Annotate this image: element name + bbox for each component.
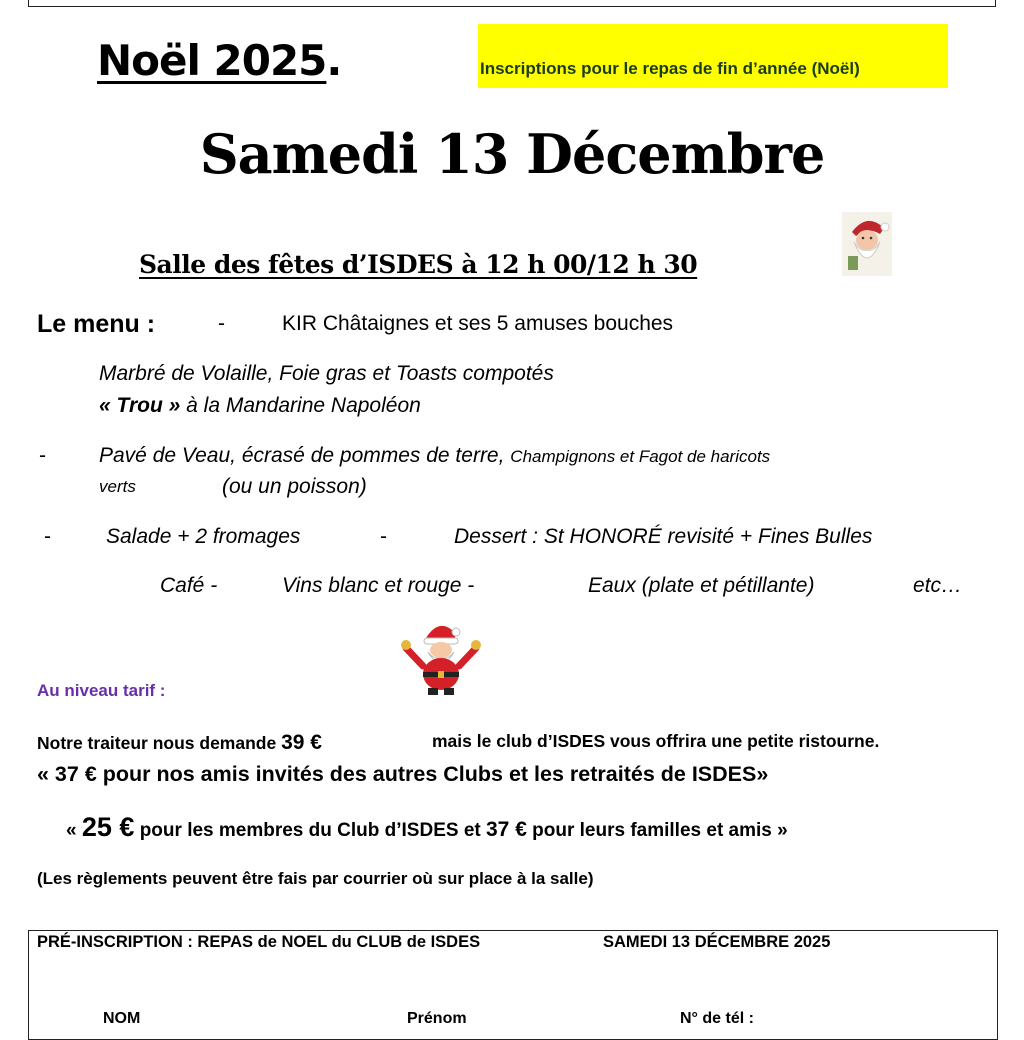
menu-dash: - — [218, 312, 225, 335]
santa-portrait-icon — [842, 212, 892, 276]
menu-wines: Vins blanc et rouge - — [282, 574, 475, 597]
form-date: SAMEDI 13 DÉCEMBRE 2025 — [603, 933, 831, 951]
menu-water: Eaux (plate et pétillante) — [588, 574, 815, 597]
main-dash: - — [39, 444, 46, 467]
line3-price2: 37 € — [486, 818, 527, 841]
menu-aperitif: KIR Châtaignes et ses 5 amuses bouches — [282, 312, 674, 335]
santa-claus-icon — [398, 618, 484, 698]
pricing-line-1a — [37, 731, 322, 755]
menu-label: Le menu : — [37, 310, 156, 338]
main-small: Champignons et Fagot de haricots — [510, 447, 771, 466]
pricing-line-1b: mais le club d’ISDES vous offrira une petite ristourne. — [432, 731, 880, 751]
menu-trou — [99, 394, 421, 418]
title-punct: . — [326, 36, 342, 85]
line3-open: « — [66, 820, 82, 841]
pricing-line-2: « 37 € pour nos amis invités des autres Clubs et les retraités de ISDES» — [37, 762, 769, 786]
menu-salad: Salade + 2 fromages — [106, 525, 301, 548]
salad-dash: - — [44, 525, 51, 548]
main-small-2: verts — [99, 477, 136, 496]
form-field-prenom[interactable]: Prénom — [407, 1010, 467, 1027]
menu-dessert: Dessert : St HONORÉ revisité + Fines Bulles — [454, 525, 873, 548]
trou-quote: « Trou » — [99, 394, 181, 417]
pricing-label: Au niveau tarif : — [37, 681, 166, 700]
trou-rest: à la Mandarine Napoléon — [180, 394, 421, 417]
menu-starter: Marbré de Volaille, Foie gras et Toasts compotés — [99, 362, 554, 385]
menu-etc: etc… — [913, 574, 963, 597]
top-frame — [28, 0, 996, 7]
main-italic: Pavé de Veau, écrasé de pommes de terre, — [99, 444, 505, 467]
menu-cafe: Café - — [160, 574, 218, 597]
form-field-tel[interactable]: N° de tél : — [680, 1010, 754, 1027]
line3-mid: pour les membres du Club d’ISDES et — [134, 820, 486, 841]
venue: Salle des fêtes d’ISDES à 12 h 00/12 h 30 — [139, 250, 698, 279]
dessert-dash: - — [380, 525, 387, 548]
pricing-line-3 — [66, 812, 788, 843]
title-text: Noël 2025 — [97, 36, 327, 85]
line1-text: Notre traiteur nous demande — [37, 733, 282, 753]
line3-price: 25 € — [81, 812, 135, 842]
payment-note: (Les règlements peuvent être fais par courrier où sur place à la salle) — [37, 869, 594, 888]
event-date: Samedi 13 Décembre — [199, 122, 825, 186]
line3-end: pour leurs familles et amis » — [526, 820, 788, 841]
main-alt: (ou un poisson) — [222, 475, 367, 498]
registration-banner: Inscriptions pour le repas de fin d’année (Noël) — [478, 24, 948, 88]
line1-price: 39 € — [281, 731, 322, 754]
form-field-nom[interactable]: NOM — [103, 1010, 141, 1027]
form-title: PRÉ-INSCRIPTION : REPAS de NOEL du CLUB de ISDES — [37, 933, 481, 951]
page-title — [97, 36, 341, 85]
menu-main — [99, 444, 770, 468]
